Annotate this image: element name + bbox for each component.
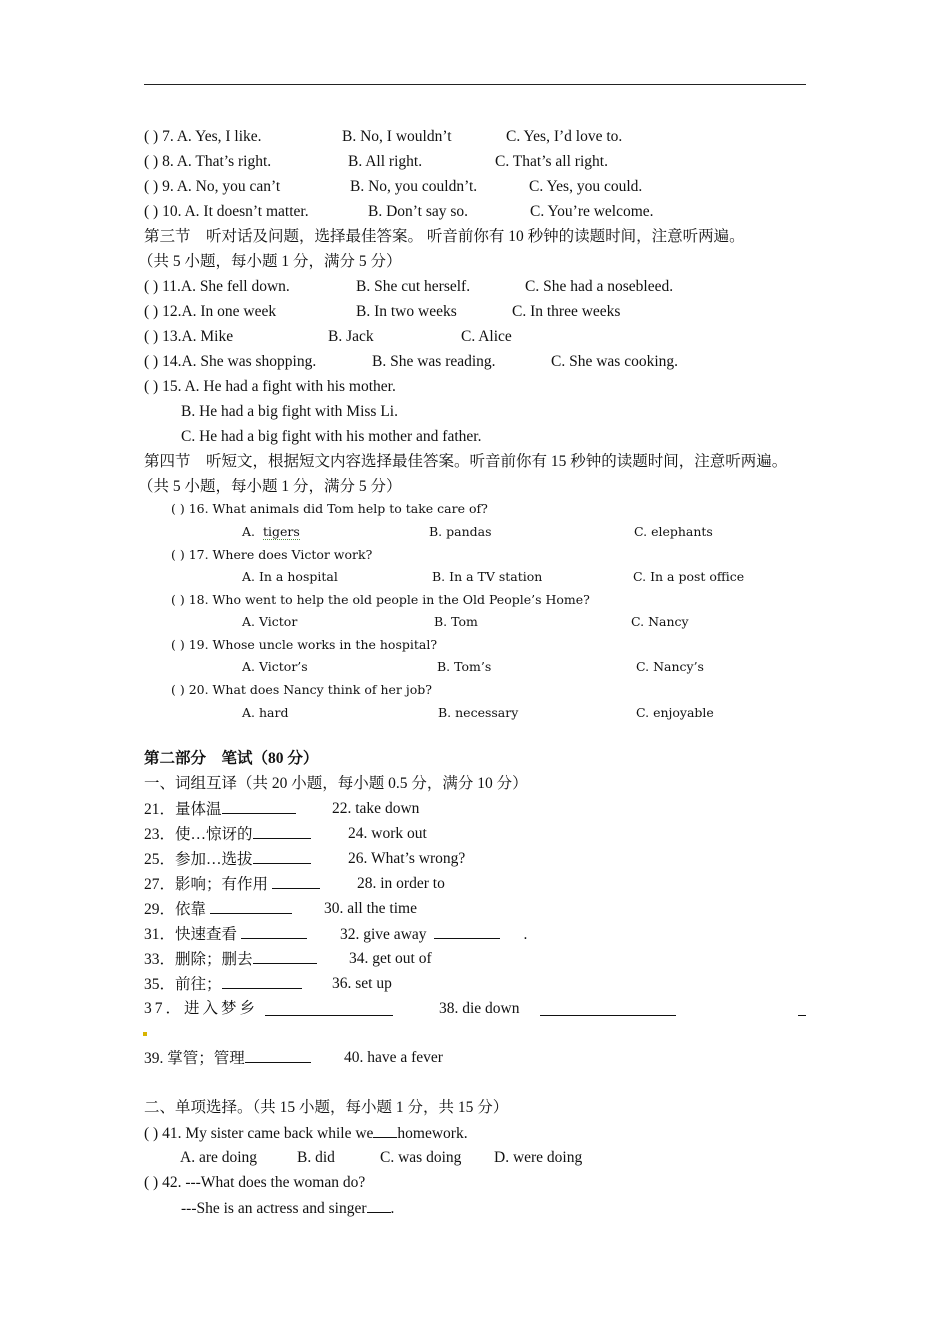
question-15-option-b: B. He had a big fight with Miss Li. [181, 403, 398, 420]
section-2-title: 二、单项选择。（共 15 小题，每小题 1 分，共 15 分） [144, 1099, 509, 1116]
answer-blank[interactable] [373, 1123, 397, 1138]
answer-blank[interactable] [272, 874, 320, 889]
question-20: ( ) 20. What does Nancy think of her job? [171, 682, 432, 697]
question-42-answer: ---She is an actress and singer . [181, 1200, 395, 1217]
section-4-note: （共 5 小题，每小题 1 分，满分 5 分） [138, 478, 402, 495]
exam-page: ( ) 7. A. Yes, I like. B. No, I wouldn’t C. Yes, I’d love to. ( ) 8. A. That’s right. B. All right. C. That’s all right. ( ) 9. A. No, you can’t B. No, you couldn’t. C. Yes, you could. ( ) 10. A. It doesn’t matter. B. Don’t say so. C. You’re welcome. 第三节 听对话及问题，选择最佳答案。 听音前你有 10 秒钟的读题时间，注意听两遍。 （共 5 小题，每小题 1 分，满分 5 分） ( ) 11.A. She fell down. B. She cut herself. C. She had a nosebleed. ( ) 12.A. In one week B. In two weeks C. In three weeks ( ) 13.A. Mike B. Jack C. Alice ( ) 14.A. She was shopping. B. She was reading. C. She was cooking. ( ) 15. A. He had a fight with his mother. B. He had a big fight with Miss Li. C. He had a big fight with his mother and father. 第四节 听短文，根据短文内容选择最佳答案。听音前你有 15 秒钟的读题时间，注意听两遍。 （共 5 小题，每小题 1 分，满分 5 分） ( ) 16. What animals did Tom help to take care of? A. tigers B. pandas C. elephants ( ) 17. Where does Victor work? A. In a hospital B. In a TV station C. In a post office ( ) 18. Who went to help the old people in the Old People’s Home? A. Victor B. Tom C. Nancy ( ) 19. Whose uncle works in the hospital? A. Victor’s B. Tom’s C. Nancy’s ( ) 20. What does Nancy think of her job? A. hard B. necessary C. enjoyable 第二部分 笔试（80 分） 一、词组互译（共 20 小题，每小题 0.5 分，满分 10 分） 21．量体温 22. take down 23．使…惊讶的 24. work out 25．参加…选拔 26. What’s wrong? 27．影响；有作用 28. in order to 29．依靠 30. all the time 31．快速查看 32. give away . 33．删除；删去 34. get out of 35．前往； 36. set up 37．进入梦乡 38. die down 39. 掌管；管理 40. have a fever 二、单项选择。（共 15 小题，每小题 1 分，共 15 分） ( ) 41. My sister came back while we homework. A. are doing B. did C. was doing D. were doing ( ) 42. ---What does the woman do? ---She is an actress and singer . [0, 0, 950, 1344]
answer-blank[interactable] [253, 824, 311, 839]
section-4-title: 第四节 听短文，根据短文内容选择最佳答案。听音前你有 15 秒钟的读题时间，注意听两遍。 [144, 453, 788, 470]
question-41: ( ) 41. My sister came back while we homework. [144, 1125, 468, 1142]
answer-blank[interactable] [253, 849, 311, 864]
answer-blank[interactable] [434, 924, 500, 939]
answer-blank[interactable] [222, 974, 302, 989]
answer-blank[interactable] [253, 949, 317, 964]
answer-blank[interactable] [241, 924, 307, 939]
question-42: ( ) 42. ---What does the woman do? [144, 1174, 366, 1191]
section-3-note: （共 5 小题，每小题 1 分，满分 5 分） [138, 253, 402, 270]
question-15: ( ) 15. A. He had a fight with his mother. [144, 378, 396, 395]
question-16: ( ) 16. What animals did Tom help to take care of? [171, 501, 488, 516]
edit-mark [143, 1032, 147, 1036]
part-2-title: 第二部分 笔试（80 分） [144, 750, 319, 767]
header-rule [144, 84, 806, 85]
question-19: ( ) 19. Whose uncle works in the hospital? [171, 637, 438, 652]
answer-blank[interactable] [265, 1001, 393, 1016]
answer-blank[interactable] [367, 1198, 391, 1213]
answer-blank[interactable] [245, 1048, 311, 1063]
answer-blank[interactable] [540, 1001, 676, 1016]
answer-blank[interactable] [222, 799, 296, 814]
answer-blank-tail [798, 1001, 806, 1016]
answer-blank[interactable] [210, 899, 292, 914]
question-17: ( ) 17. Where does Victor work? [171, 547, 373, 562]
section-1-title: 一、词组互译（共 20 小题，每小题 0.5 分，满分 10 分） [144, 775, 528, 792]
question-18: ( ) 18. Who went to help the old people in the Old People’s Home? [171, 592, 590, 607]
question-15-option-c: C. He had a big fight with his mother and father. [181, 428, 482, 445]
section-3-title: 第三节 听对话及问题，选择最佳答案。 听音前你有 10 秒钟的读题时间，注意听两遍。 [144, 228, 745, 245]
